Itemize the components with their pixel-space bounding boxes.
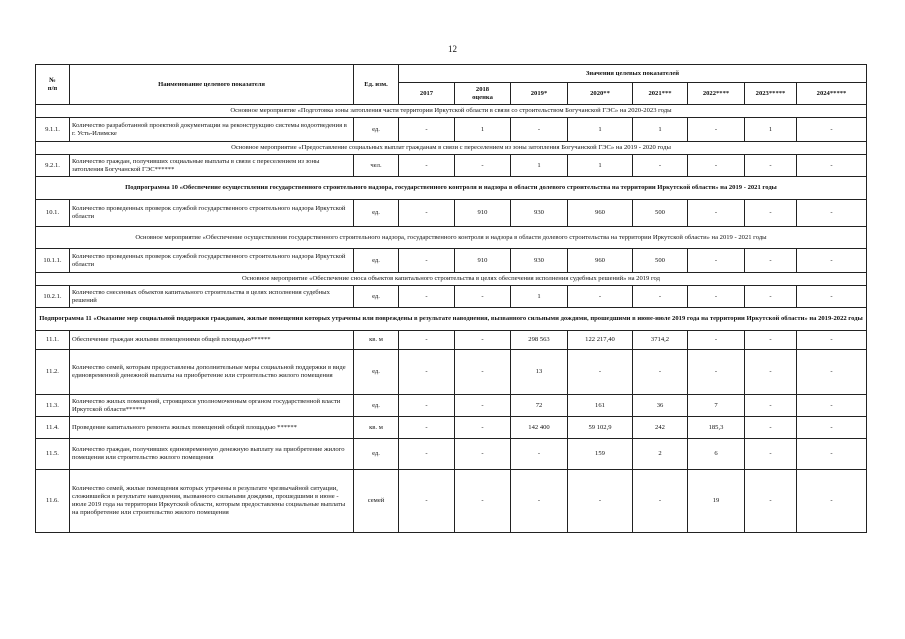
value-cell: - <box>399 470 455 533</box>
value-cell: 161 <box>568 395 633 417</box>
unit-cell: ед. <box>354 395 399 417</box>
value-cell: - <box>568 350 633 395</box>
header-name: Наименование целевого показателя <box>70 65 354 105</box>
row-number: 10.2.1. <box>36 286 70 308</box>
value-cell: - <box>399 155 455 177</box>
value-cell: - <box>688 286 745 308</box>
value-cell: - <box>455 350 511 395</box>
value-cell: - <box>797 470 867 533</box>
table-row <box>36 331 867 350</box>
header-values-title: Значения целевых показателей <box>399 65 867 83</box>
value-cell: - <box>399 350 455 395</box>
indicator-name: Количество жилых помещений, строящихся уполномоченным органом государственной власти Иркутской области****** <box>70 395 354 417</box>
value-cell: 930 <box>511 249 568 273</box>
value-cell: 1 <box>455 118 511 142</box>
page-number: 12 <box>448 44 457 54</box>
unit-cell: ед. <box>354 439 399 470</box>
subprogram-title: Подпрограмма 11 «Оказание мер социальной поддержки гражданам, жилые помещения которых утрачены или повреждены в результате наводнения, вызванного сильными дождями, прошедшими в июне-июле 2019 года на территории Иркутской области» на 2019-2022 годы <box>36 308 867 331</box>
row-number: 9.2.1. <box>36 155 70 177</box>
value-cell: - <box>797 118 867 142</box>
value-cell: - <box>455 155 511 177</box>
value-cell: - <box>745 155 797 177</box>
value-cell: - <box>455 395 511 417</box>
section-title: Основное мероприятие «Обеспечение сноса объектов капитального строительства в целях обеспечения исполнения судебных решений» на 2019 год <box>36 273 867 286</box>
header-year: 2019* <box>511 83 568 105</box>
value-cell: 1 <box>511 155 568 177</box>
section-title: Основное мероприятие «Предоставление социальных выплат гражданам в связи с переселением из зоны затопления Богучанской ГЭС» на 2019 - 2020 годы <box>36 142 867 155</box>
value-cell: - <box>455 439 511 470</box>
value-cell: - <box>633 470 688 533</box>
value-cell: - <box>633 350 688 395</box>
indicator-name: Проведение капитального ремонта жилых помещений общей площадью ****** <box>70 417 354 439</box>
value-cell: 298 563 <box>511 331 568 350</box>
value-cell: - <box>633 286 688 308</box>
value-cell: - <box>797 439 867 470</box>
value-cell: 1 <box>745 118 797 142</box>
value-cell: 910 <box>455 200 511 227</box>
value-cell: - <box>455 286 511 308</box>
value-cell: 960 <box>568 249 633 273</box>
header-num: № п/п <box>36 65 70 105</box>
value-cell: 1 <box>633 118 688 142</box>
value-cell: - <box>745 395 797 417</box>
indicator-name: Обеспечение граждан жилыми помещениями общей площадью****** <box>70 331 354 350</box>
value-cell: 122 217,40 <box>568 331 633 350</box>
row-number: 11.5. <box>36 439 70 470</box>
value-cell: 930 <box>511 200 568 227</box>
unit-cell: ед. <box>354 118 399 142</box>
value-cell: 1 <box>511 286 568 308</box>
header-year: 2021*** <box>633 83 688 105</box>
value-cell: 36 <box>633 395 688 417</box>
value-cell: - <box>745 249 797 273</box>
value-cell: - <box>399 286 455 308</box>
row-number: 11.3. <box>36 395 70 417</box>
value-cell: - <box>511 470 568 533</box>
value-cell: - <box>797 395 867 417</box>
value-cell: 1 <box>568 118 633 142</box>
value-cell: - <box>399 439 455 470</box>
unit-cell: кв. м <box>354 417 399 439</box>
table-row <box>36 286 867 308</box>
value-cell: - <box>745 286 797 308</box>
subprogram-title: Подпрограмма 10 «Обеспечение осуществления государственного строительного надзора, государственного контроля и надзора в области долевого строительства на территории Иркутской области» на 2019 - 2021 годы <box>36 177 867 200</box>
value-cell: 3714,2 <box>633 331 688 350</box>
section-row <box>36 105 867 118</box>
row-number: 11.4. <box>36 417 70 439</box>
table-row <box>36 470 867 533</box>
value-cell: - <box>688 118 745 142</box>
table-body <box>36 105 867 533</box>
table-row <box>36 249 867 273</box>
value-cell: 6 <box>688 439 745 470</box>
value-cell: - <box>745 417 797 439</box>
indicators-table <box>35 64 867 533</box>
value-cell: 19 <box>688 470 745 533</box>
value-cell: - <box>797 200 867 227</box>
table-row <box>36 118 867 142</box>
indicator-name: Количество проведенных проверок службой государственного строительного надзора Иркутской области <box>70 200 354 227</box>
value-cell: 159 <box>568 439 633 470</box>
header-unit: Ед. изм. <box>354 65 399 105</box>
indicator-name: Количество снесенных объектов капитального строительства в целях исполнения судебных решений <box>70 286 354 308</box>
value-cell: - <box>455 470 511 533</box>
value-cell: - <box>797 155 867 177</box>
header-year: 2023***** <box>745 83 797 105</box>
unit-cell: ед. <box>354 286 399 308</box>
value-cell: - <box>688 200 745 227</box>
row-number: 10.1. <box>36 200 70 227</box>
subprogram-row <box>36 177 867 200</box>
value-cell: 960 <box>568 200 633 227</box>
section-title: Основное мероприятие «Подготовка зоны затопления части территории Иркутской области в связи со строительством Богучанской ГЭС» на 2020-2023 годы <box>36 105 867 118</box>
value-cell: - <box>511 439 568 470</box>
indicator-name: Количество проведенных проверок службой государственного строительного надзора Иркутской области <box>70 249 354 273</box>
value-cell: - <box>568 470 633 533</box>
indicator-name: Количество разработанной проектной документации на реконструкцию системы водоотведения в г. Усть-Илимске <box>70 118 354 142</box>
row-number: 11.2. <box>36 350 70 395</box>
value-cell: 910 <box>455 249 511 273</box>
value-cell: 2 <box>633 439 688 470</box>
value-cell: - <box>688 155 745 177</box>
table-row <box>36 417 867 439</box>
value-cell: 500 <box>633 249 688 273</box>
value-cell: - <box>745 439 797 470</box>
value-cell: 72 <box>511 395 568 417</box>
unit-cell: ед. <box>354 350 399 395</box>
value-cell: - <box>511 118 568 142</box>
header-year: 2024***** <box>797 83 867 105</box>
value-cell: 142 400 <box>511 417 568 439</box>
value-cell: - <box>399 200 455 227</box>
value-cell: - <box>797 350 867 395</box>
row-number: 11.1. <box>36 331 70 350</box>
indicator-name: Количество семей, которым предоставлены дополнительные меры социальной поддержки в виде единовременной денежной выплаты на приобретение или строительство жилого помещения <box>70 350 354 395</box>
indicator-name: Количество семей, жилые помещения которых утрачены в результате чрезвычайной ситуации, сложившейся в результате наводнения, вызванного сильными дождями, прошедшими в июне - июле 2019 года на территории Иркутской области, которым предоставлены социальные выплаты на приобретение или строительство жилого помещения <box>70 470 354 533</box>
row-number: 9.1.1. <box>36 118 70 142</box>
value-cell: - <box>633 155 688 177</box>
value-cell: - <box>688 350 745 395</box>
value-cell: - <box>399 417 455 439</box>
value-cell: 185,3 <box>688 417 745 439</box>
value-cell: 13 <box>511 350 568 395</box>
value-cell: - <box>399 249 455 273</box>
section-row <box>36 273 867 286</box>
value-cell: - <box>399 331 455 350</box>
row-number: 10.1.1. <box>36 249 70 273</box>
value-cell: - <box>688 331 745 350</box>
value-cell: - <box>399 118 455 142</box>
table-row <box>36 200 867 227</box>
row-number: 11.6. <box>36 470 70 533</box>
value-cell: - <box>688 249 745 273</box>
section-row <box>36 142 867 155</box>
unit-cell: ед. <box>354 200 399 227</box>
value-cell: - <box>745 331 797 350</box>
value-cell: - <box>455 331 511 350</box>
table-row <box>36 350 867 395</box>
value-cell: 59 102,9 <box>568 417 633 439</box>
value-cell: - <box>745 470 797 533</box>
subprogram-row <box>36 308 867 331</box>
section-row <box>36 227 867 249</box>
table-row <box>36 155 867 177</box>
value-cell: - <box>745 200 797 227</box>
indicator-name: Количество граждан, получивших единовременную денежную выплату на приобретение жилого помещения или строительство жилого помещения <box>70 439 354 470</box>
value-cell: - <box>797 331 867 350</box>
value-cell: - <box>568 286 633 308</box>
table-row <box>36 395 867 417</box>
table-row <box>36 439 867 470</box>
header-year: 2022**** <box>688 83 745 105</box>
value-cell: 7 <box>688 395 745 417</box>
unit-cell: кв. м <box>354 331 399 350</box>
value-cell: - <box>797 249 867 273</box>
section-title: Основное мероприятие «Обеспечение осуществления государственного строительного надзора, государственного контроля и надзора в области долевого строительства на территории Иркутской области» на 2019 - 2021 годы <box>36 227 867 249</box>
indicator-name: Количество граждан, получивших социальные выплаты в связи с переселением из зоны затопления Богучанской ГЭС****** <box>70 155 354 177</box>
value-cell: 242 <box>633 417 688 439</box>
value-cell: - <box>399 395 455 417</box>
header-row-top <box>36 65 867 83</box>
value-cell: 1 <box>568 155 633 177</box>
value-cell: - <box>797 417 867 439</box>
header-year: 2018 оценка <box>455 83 511 105</box>
value-cell: - <box>455 417 511 439</box>
unit-cell: ед. <box>354 249 399 273</box>
header-year: 2017 <box>399 83 455 105</box>
unit-cell: семей <box>354 470 399 533</box>
value-cell: 500 <box>633 200 688 227</box>
value-cell: - <box>797 286 867 308</box>
unit-cell: чел. <box>354 155 399 177</box>
header-year: 2020** <box>568 83 633 105</box>
value-cell: - <box>745 350 797 395</box>
